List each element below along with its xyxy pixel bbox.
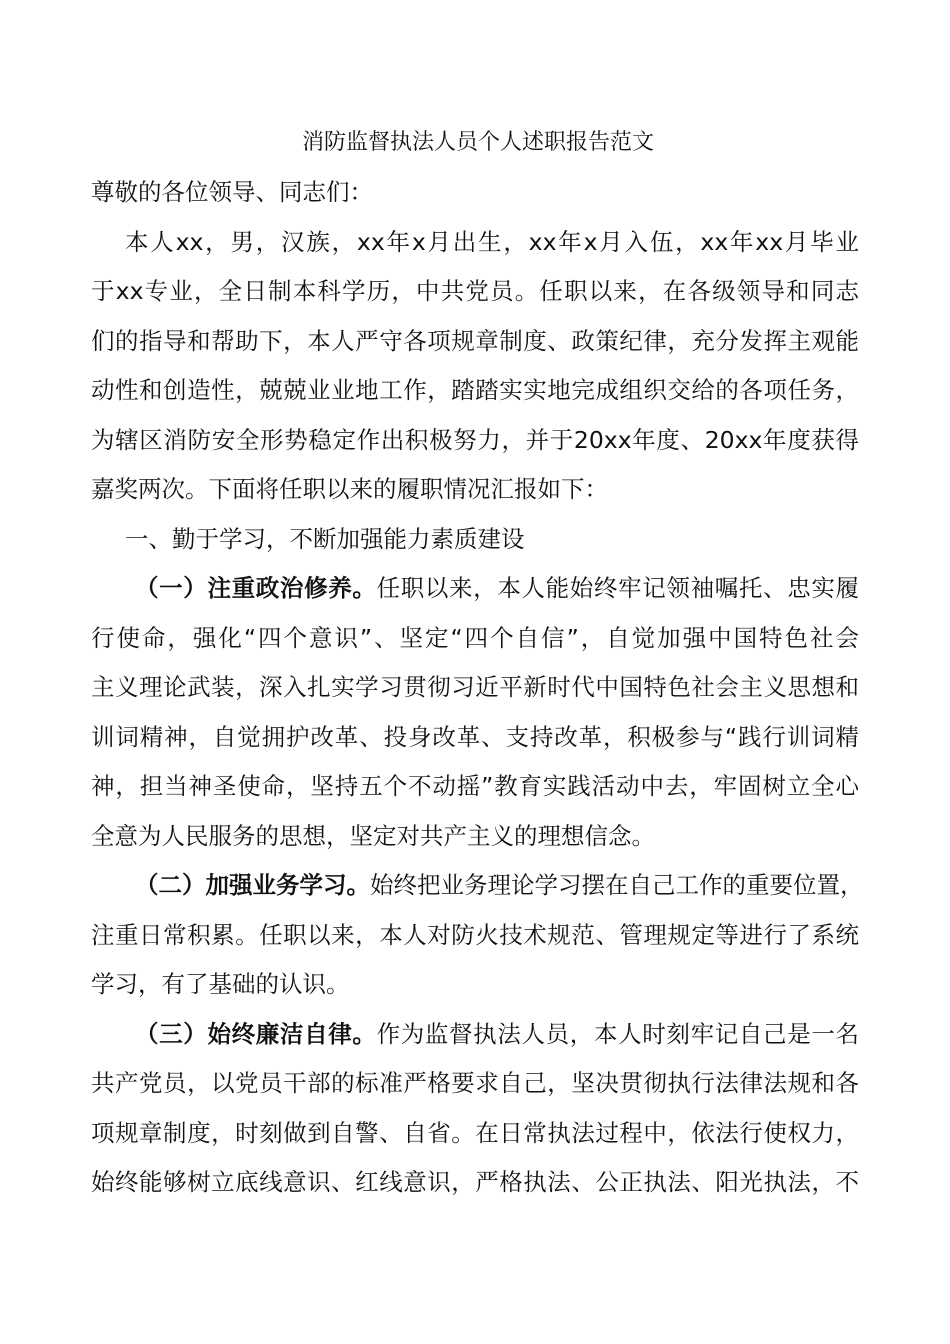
intro-line: 于xx专业，全日制本科学历，中共党员。任职以来，在各级领导和同志 <box>91 277 859 305</box>
intro-line: 们的指导和帮助下，本人严守各项规章制度、政策纪律，充分发挥主观能 <box>91 326 859 355</box>
item-first-line <box>91 564 859 614</box>
item-line: 注重日常积累。任职以来，本人对防火技术规范、管理规定等进行了系统 <box>91 920 859 949</box>
item-first-line <box>91 1010 859 1060</box>
item-text: 任职以来，本人能始终牢记领袖嘱托、忠实履 <box>376 574 860 602</box>
document-page <box>91 118 864 1208</box>
intro-line: 嘉奖两次。下面将任职以来的履职情况汇报如下： <box>91 475 608 503</box>
item-line: 全意为人民服务的思想，坚定对共产主义的理想信念。 <box>91 821 655 850</box>
item-business-study <box>91 861 864 1010</box>
item-line: 神，担当神圣使命，坚持五个不动摇”教育实践活动中去，牢固树立全心 <box>91 772 859 800</box>
item-line: 行使命，强化“四个意识”、坚定“四个自信”，自觉加强中国特色社会 <box>91 623 859 652</box>
section-heading: 一、勤于学习，不断加强能力素质建设 <box>125 524 525 553</box>
item-heading: （二）加强业务学习。 <box>135 871 370 899</box>
intro-line: 本人xx，男，汉族，xx年x月出生，xx年x月入伍，xx年xx月毕业 <box>125 227 859 256</box>
item-line: 学习，有了基础的认识。 <box>91 970 350 998</box>
item-line: 项规章制度，时刻做到自警、自省。在日常执法过程中，依法行使权力， <box>91 1118 859 1147</box>
item-line: 始终能够树立底线意识、红线意识，严格执法、公正执法、阳光执法，不 <box>91 1168 859 1196</box>
item-line: 训词精神，自觉拥护改革、投身改革、支持改革，积极参与“践行训词精 <box>91 722 859 751</box>
item-text: 作为监督执法人员，本人时刻牢记自己是一名 <box>376 1019 860 1048</box>
item-political-cultivation <box>91 564 859 861</box>
item-line: 共产党员，以党员干部的标准严格要求自己，坚决贯彻执行法律法规和各 <box>91 1069 859 1097</box>
document-title: 消防监督执法人员个人述职报告范文 <box>301 130 654 155</box>
item-line: 主义理论武装，深入扎实学习贯彻习近平新时代中国特色社会主义思想和 <box>91 673 859 701</box>
intro-paragraph <box>91 218 859 515</box>
salutation: 尊敬的各位领导、同志们： <box>91 178 373 206</box>
intro-line: 动性和创造性，兢兢业业地工作，踏踏实实地完成组织交给的各项任务， <box>91 376 859 404</box>
item-heading: （一）注重政治修养。 <box>135 574 377 602</box>
item-heading: （三）始终廉洁自律。 <box>135 1019 377 1048</box>
item-integrity <box>91 1010 859 1208</box>
intro-line: 为辖区消防安全形势稳定作出积极努力，并于20xx年度、20xx年度获得 <box>91 425 859 454</box>
item-first-line <box>91 861 864 911</box>
item-text: 始终把业务理论学习摆在自己工作的重要位置， <box>370 871 864 899</box>
